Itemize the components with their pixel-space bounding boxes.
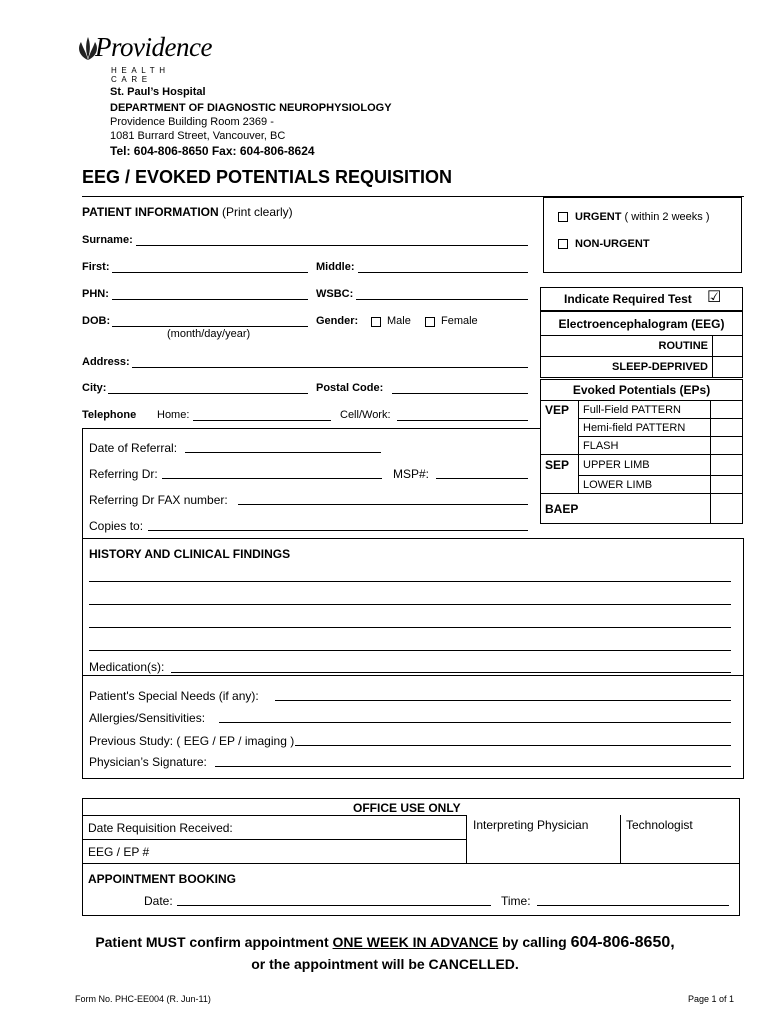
wsbc-field[interactable] bbox=[356, 299, 528, 300]
technologist-label: Technologist bbox=[626, 818, 693, 832]
phn-label: PHN: bbox=[82, 288, 109, 300]
allergies-label: Allergies/Sensitivities: bbox=[89, 711, 206, 725]
referring-fax-label: Referring Dr FAX number: bbox=[89, 493, 228, 507]
interpreting-physician-label: Interpreting Physician bbox=[473, 818, 589, 832]
previous-study-field[interactable] bbox=[295, 745, 731, 746]
special-needs-field[interactable] bbox=[275, 700, 731, 701]
logo-name: Providence bbox=[95, 32, 212, 62]
office-use-heading: OFFICE USE ONLY bbox=[353, 801, 461, 815]
history-heading: HISTORY AND CLINICAL FINDINGS bbox=[89, 547, 291, 561]
vep-flash-label: FLASH bbox=[579, 437, 711, 455]
eeg-test-table bbox=[540, 311, 743, 378]
home-phone-field[interactable] bbox=[193, 420, 331, 421]
physician-signature-field[interactable] bbox=[215, 766, 731, 767]
logo-subtitle: HEALTH CARE bbox=[111, 66, 170, 84]
eeg-ep-number-label: EEG / EP # bbox=[88, 845, 150, 859]
gender-label: Gender: bbox=[316, 315, 359, 327]
first-label: First: bbox=[82, 261, 110, 273]
urgent-option: URGENT ( within 2 weeks ) bbox=[575, 211, 710, 223]
msp-field[interactable] bbox=[436, 478, 528, 479]
logo bbox=[75, 26, 215, 84]
appointment-booking-heading: APPOINTMENT BOOKING bbox=[88, 872, 237, 886]
appointment-time-field[interactable] bbox=[537, 905, 729, 906]
date-of-referral-field[interactable] bbox=[185, 452, 381, 453]
middle-label: Middle: bbox=[316, 261, 355, 273]
medications-field[interactable] bbox=[171, 672, 731, 673]
city-label: City: bbox=[82, 382, 107, 394]
vep-label: VEP bbox=[541, 401, 579, 419]
phn-field[interactable] bbox=[112, 299, 308, 300]
dob-field[interactable] bbox=[112, 326, 308, 327]
vep-hemi-field-check[interactable] bbox=[711, 419, 743, 437]
vep-spacer bbox=[541, 419, 579, 437]
dob-format-hint: (month/day/year) bbox=[167, 328, 251, 340]
surname-field[interactable] bbox=[136, 245, 528, 246]
non-urgent-checkbox[interactable] bbox=[558, 239, 568, 249]
office-row-divider-mid bbox=[82, 839, 466, 840]
surname-label: Surname: bbox=[82, 234, 133, 246]
history-line-4[interactable] bbox=[89, 650, 731, 651]
referring-dr-field[interactable] bbox=[162, 478, 382, 479]
eeg-sleep-check[interactable] bbox=[713, 357, 743, 378]
office-col-divider-1 bbox=[466, 815, 467, 863]
vep-full-field-label: Full-Field PATTERN bbox=[579, 401, 711, 419]
appointment-time-label: Time: bbox=[501, 894, 531, 908]
page-number: Page 1 of 1 bbox=[688, 994, 735, 1004]
vep-hemi-field-label: Hemi-field PATTERN bbox=[579, 419, 711, 437]
ep-header: Evoked Potentials (EPs) bbox=[541, 380, 743, 401]
office-row-divider-bottom bbox=[82, 863, 740, 864]
referring-fax-field[interactable] bbox=[238, 504, 528, 505]
home-phone-label: Home: bbox=[157, 409, 190, 421]
copies-to-field[interactable] bbox=[148, 530, 528, 531]
previous-study-label: Previous Study: ( EEG / EP / imaging ) bbox=[89, 734, 295, 748]
form-number: Form No. PHC-EE004 (R. Jun-11) bbox=[75, 994, 211, 1004]
postal-code-field[interactable] bbox=[392, 393, 528, 394]
eeg-routine-label: ROUTINE bbox=[541, 336, 713, 357]
dob-label: DOB: bbox=[82, 315, 111, 327]
medications-label: Medication(s): bbox=[89, 660, 165, 674]
eeg-routine-check[interactable] bbox=[713, 336, 743, 357]
history-line-3[interactable] bbox=[89, 627, 731, 628]
first-name-field[interactable] bbox=[112, 272, 308, 273]
contact-numbers: Tel: 604-806-8650 Fax: 604-806-8624 bbox=[110, 144, 315, 158]
sep-label: SEP bbox=[541, 455, 579, 476]
appointment-date-label: Date: bbox=[144, 894, 173, 908]
confirmation-notice: Patient MUST confirm appointment ONE WEEK IN ADVANCE by calling 604-806-8650, bbox=[95, 934, 675, 951]
address-label: Address: bbox=[82, 356, 130, 368]
date-received-label: Date Requisition Received: bbox=[88, 821, 233, 835]
cell-phone-field[interactable] bbox=[397, 420, 528, 421]
non-urgent-label: NON-URGENT bbox=[575, 238, 650, 250]
sep-spacer bbox=[541, 476, 579, 494]
cancellation-notice: or the appointment will be CANCELLED. bbox=[251, 956, 519, 972]
eeg-sleep-label: SLEEP-DEPRIVED bbox=[541, 357, 713, 378]
vep-spacer bbox=[541, 437, 579, 455]
building-address: Providence Building Room 2369 - bbox=[110, 116, 274, 128]
middle-name-field[interactable] bbox=[358, 272, 528, 273]
ep-test-table bbox=[540, 379, 743, 524]
urgent-checkbox[interactable] bbox=[558, 212, 568, 222]
physician-signature-label: Physician’s Signature: bbox=[89, 755, 207, 769]
sep-lower-limb-check[interactable] bbox=[711, 476, 743, 494]
vep-full-field-check[interactable] bbox=[711, 401, 743, 419]
city-field[interactable] bbox=[108, 393, 308, 394]
street-address: 1081 Burrard Street, Vancouver, BC bbox=[110, 130, 286, 142]
sep-upper-limb-check[interactable] bbox=[711, 455, 743, 476]
history-line-2[interactable] bbox=[89, 604, 731, 605]
indicate-test-header: Indicate Required Test ☑ bbox=[540, 287, 743, 311]
sep-lower-limb-label: LOWER LIMB bbox=[579, 476, 711, 494]
copies-to-label: Copies to: bbox=[89, 519, 144, 533]
special-needs-label: Patient's Special Needs (if any): bbox=[89, 689, 259, 703]
hospital-name: St. Paul’s Hospital bbox=[110, 86, 206, 98]
female-checkbox[interactable] bbox=[425, 317, 435, 327]
date-of-referral-label: Date of Referral: bbox=[89, 441, 178, 455]
urgency-box bbox=[543, 197, 742, 273]
address-field[interactable] bbox=[132, 367, 528, 368]
male-checkbox[interactable] bbox=[371, 317, 381, 327]
patient-info-heading: PATIENT INFORMATION (Print clearly) bbox=[82, 205, 293, 219]
vep-flash-check[interactable] bbox=[711, 437, 743, 455]
baep-check[interactable] bbox=[711, 494, 743, 524]
checked-box-icon: ☑ bbox=[707, 289, 722, 306]
eeg-header: Electroencephalogram (EEG) bbox=[541, 312, 743, 336]
female-label: Female bbox=[441, 315, 478, 327]
msp-label: MSP#: bbox=[393, 467, 430, 481]
baep-label: BAEP bbox=[541, 494, 711, 524]
office-row-divider-top bbox=[82, 815, 466, 816]
postal-code-label: Postal Code: bbox=[316, 382, 384, 394]
telephone-label: Telephone bbox=[82, 409, 137, 421]
history-line-1[interactable] bbox=[89, 581, 731, 582]
allergies-field[interactable] bbox=[219, 722, 731, 723]
appointment-date-field[interactable] bbox=[177, 905, 491, 906]
cell-phone-label: Cell/Work: bbox=[340, 409, 391, 421]
referring-dr-label: Referring Dr: bbox=[89, 467, 158, 481]
form-title: EEG / EVOKED POTENTIALS REQUISITION bbox=[82, 167, 453, 187]
office-col-divider-2 bbox=[620, 815, 621, 863]
male-label: Male bbox=[387, 315, 411, 327]
wsbc-label: WSBC: bbox=[316, 288, 354, 300]
department-name: DEPARTMENT OF DIAGNOSTIC NEUROPHYSIOLOGY bbox=[110, 102, 392, 114]
sep-upper-limb-label: UPPER LIMB bbox=[579, 455, 711, 476]
